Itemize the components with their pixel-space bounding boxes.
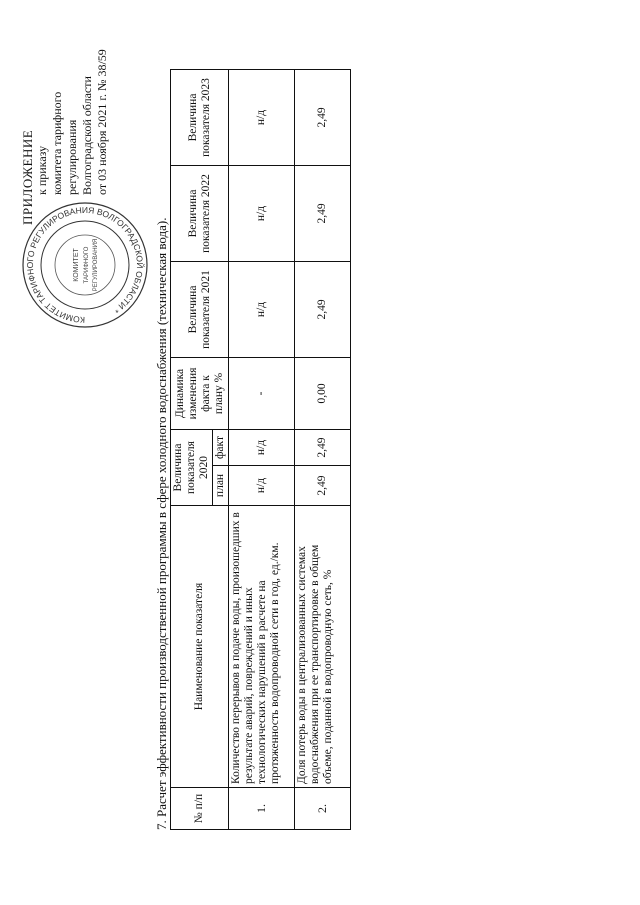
header-value-2022: Величина показателя 2022 xyxy=(171,165,229,261)
row-value-2023: н/д xyxy=(229,69,295,165)
header-line: Волгоградской области xyxy=(80,76,94,195)
row-dynamics: - xyxy=(229,357,295,429)
svg-text:РЕГУЛИРОВАНИЯ: РЕГУЛИРОВАНИЯ xyxy=(93,238,99,292)
row-dynamics: 0,00 xyxy=(295,357,351,429)
header-name: Наименование показателя xyxy=(171,506,229,788)
svg-text:ТАРИФНОГО: ТАРИФНОГО xyxy=(84,246,90,284)
row-value-2021: 2,49 xyxy=(295,261,351,357)
table-row xyxy=(295,69,351,829)
row-name: Количество перерывов в подаче воды, произошедших в результате аварий, повреждений и иных технологических нарушений в расчете на протяженность водопроводной сети в год, ед./км. xyxy=(229,506,295,788)
header-dynamics: Динамика изменения факта к плану % xyxy=(171,357,229,429)
row-value-2021: н/д xyxy=(229,261,295,357)
header-value-2020: Величина показателя 2020 xyxy=(171,429,213,505)
row-plan: н/д xyxy=(229,466,295,506)
row-plan: 2,49 xyxy=(295,466,351,506)
header-num: № п/п xyxy=(171,788,229,830)
header-value-2021: Величина показателя 2021 xyxy=(171,261,229,357)
row-value-2022: н/д xyxy=(229,165,295,261)
appendix-title: ПРИЛОЖЕНИЕ xyxy=(20,129,35,225)
row-name: Доля потерь воды в централизованных системах водоснабжения при ее транспортировке в общем объеме, поданной в водопроводную сеть, % xyxy=(295,506,351,788)
header-line: к приказу xyxy=(35,145,49,195)
header-plan: план xyxy=(213,466,229,506)
row-fact: 2,49 xyxy=(295,429,351,465)
table-row xyxy=(229,69,295,829)
document-header xyxy=(20,45,110,225)
row-value-2023: 2,49 xyxy=(295,69,351,165)
header-line: от 03 ноября 2021 г. № 38/59 xyxy=(95,49,109,195)
header-line: комитета тарифного регулирования xyxy=(50,91,79,195)
header-value-2023: Величина показателя 2023 xyxy=(171,69,229,165)
svg-text:КОМИТЕТ: КОМИТЕТ xyxy=(73,248,80,282)
row-fact: н/д xyxy=(229,429,295,465)
efficiency-table xyxy=(170,69,351,830)
rotated-page-content xyxy=(20,49,334,830)
row-num: 2. xyxy=(295,788,351,830)
svg-text:КОМИТЕТ ТАРИФНОГО РЕГУЛИРОВАНИ: КОМИТЕТ ТАРИФНОГО РЕГУЛИРОВАНИЯ ВОЛГОГРАДСКОЙ ОБЛАСТИ * xyxy=(24,204,146,326)
row-num: 1. xyxy=(229,788,295,830)
table-caption: 7. Расчет эффективности производственной программы в сфере холодного водоснабжения (техническая вода). xyxy=(154,217,169,830)
header-fact: факт xyxy=(213,429,229,465)
row-value-2022: 2,49 xyxy=(295,165,351,261)
